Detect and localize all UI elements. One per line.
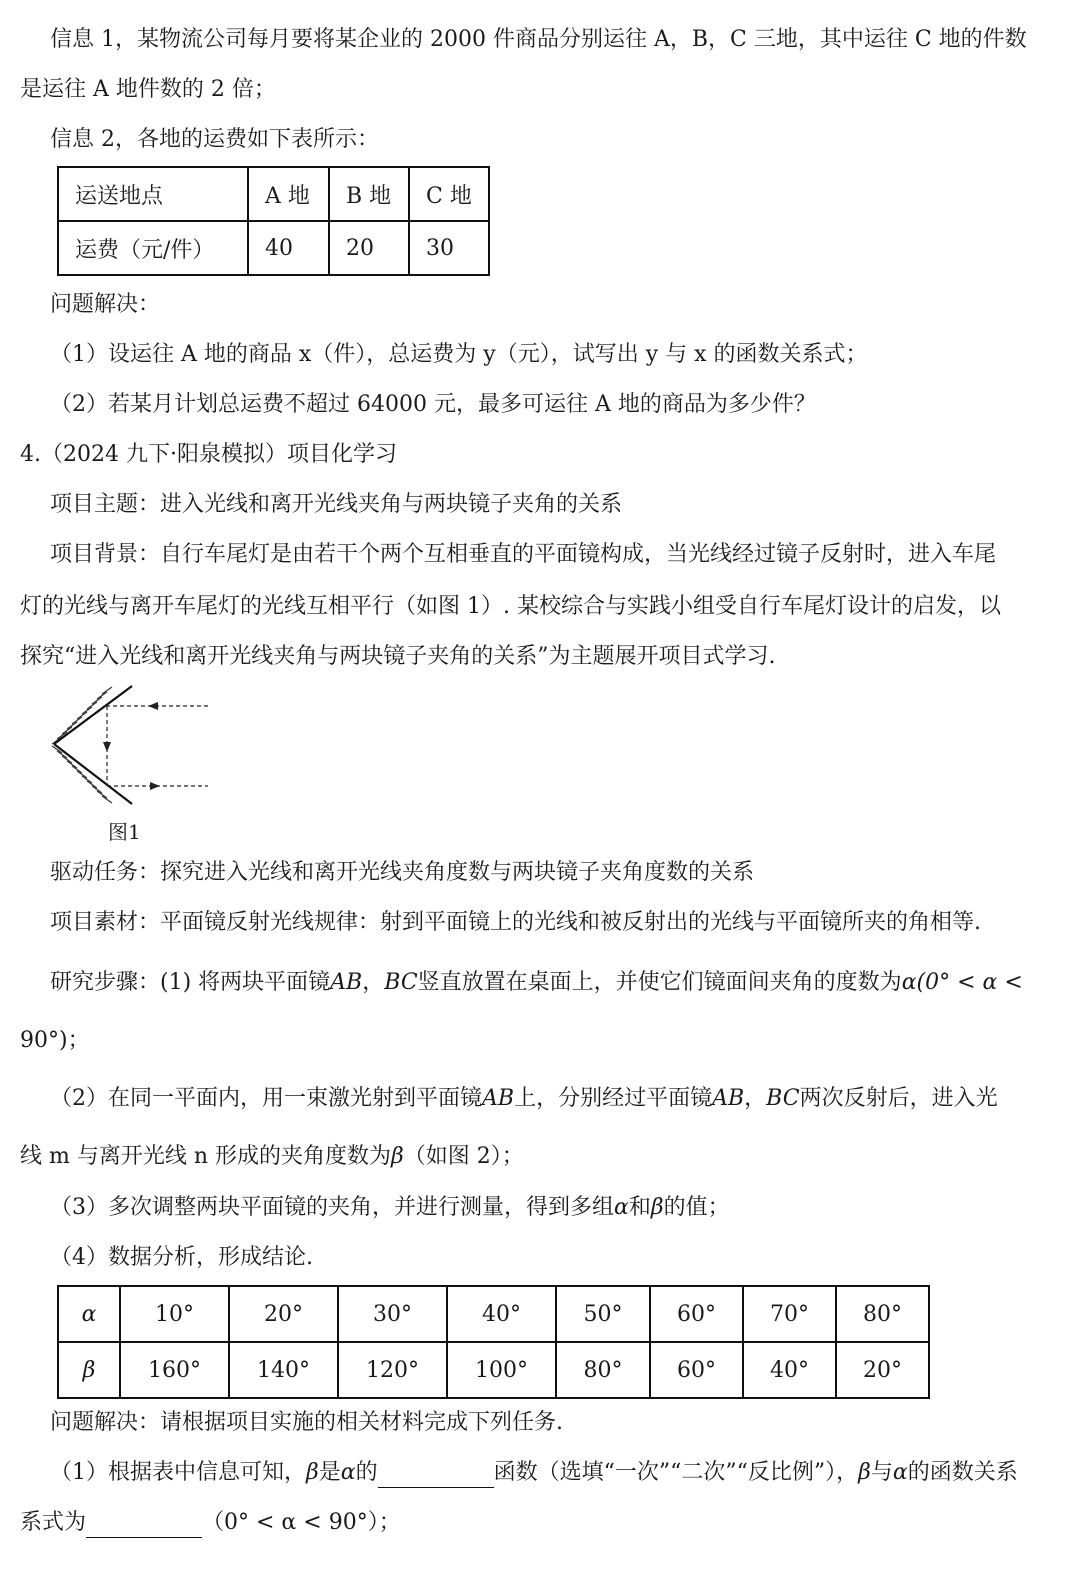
q4-theme: 项目主题：进入光线和离开光线夹角与两块镜子夹角的关系 [50, 492, 623, 517]
q4-step1-cont: 90°)； [20, 1028, 90, 1053]
figure-1-caption: 图1 [108, 820, 141, 844]
table-row [58, 167, 489, 221]
freight-table [57, 166, 490, 276]
table-cell: 运送地点 [58, 167, 248, 221]
table-cell: 40° [743, 1342, 836, 1398]
info1-line2: 是运往 A 地件数的 2 倍； [20, 77, 276, 102]
table-cell: 20° [836, 1342, 929, 1398]
table-row-beta [58, 1342, 929, 1398]
table-cell: 20° [229, 1286, 338, 1342]
table-cell: 60° [650, 1286, 743, 1342]
table-cell: 50° [556, 1286, 650, 1342]
table-cell: A 地 [248, 167, 329, 221]
outgoing-arrow [150, 782, 160, 790]
q3-part2: （2）若某月计划总运费不超过 64000 元，最多可运往 A 地的商品为多少件？ [50, 392, 816, 417]
q4-answer1-cont: 系式为 （0° < α < 90°）； [20, 1508, 401, 1538]
q4-step2-cont: 线 m 与离开光线 n 形成的夹角度数为β（如图 2）； [20, 1144, 524, 1169]
q3-part1: （1）设运往 A 地的商品 x（件），总运费为 y（元），试写出 y 与 x 的函数关系式； [50, 342, 868, 367]
vertical-arrow [103, 742, 111, 752]
q4-background-line2: 灯的光线与离开车尾灯的光线互相平行（如图 1）. 某校综合与实践小组受自行车尾灯设计的启发，以 [20, 594, 1001, 619]
table-cell: α [58, 1286, 120, 1342]
table-row [58, 221, 489, 275]
q4-step2: （2）在同一平面内，用一束激光射到平面镜AB上，分别经过平面镜AB，BC两次反射后，进入光 [50, 1086, 998, 1111]
q4-step1: 研究步骤：(1) 将两块平面镜AB，BC竖直放置在桌面上，并使它们镜面间夹角的度数为α(0° < α < [50, 970, 1023, 995]
table-cell: 30° [338, 1286, 447, 1342]
mirror-hatching [52, 687, 112, 803]
incoming-arrow [148, 702, 158, 710]
info1-line1: 信息 1，某物流公司每月要将某企业的 2000 件商品分别运往 A，B，C 三地，其中运往 C 地的件数 [50, 27, 1027, 52]
table-cell: B 地 [329, 167, 409, 221]
q4-background-line3: 探究“进入光线和离开光线夹角与两块镜子夹角的关系”为主题展开项目式学习. [20, 644, 776, 669]
table-cell: 30 [409, 221, 489, 275]
table-cell: 120° [338, 1342, 447, 1398]
table-cell: 运费（元/件） [58, 221, 248, 275]
table-cell: β [58, 1342, 120, 1398]
q4-background-line1: 项目背景：自行车尾灯是由若干个两个互相垂直的平面镜构成，当光线经过镜子反射时，进入车尾 [50, 542, 997, 567]
table-cell: 40° [447, 1286, 556, 1342]
mirror-lower [54, 744, 132, 804]
table-cell: 40 [248, 221, 329, 275]
q4-step3: （3）多次调整两块平面镜的夹角，并进行测量，得到多组α和β的值； [50, 1195, 730, 1220]
table-cell: 80° [836, 1286, 929, 1342]
q4-task: 驱动任务：探究进入光线和离开光线夹角度数与两块镜子夹角度数的关系 [50, 860, 755, 885]
q4-material: 项目素材：平面镜反射光线规律：射到平面镜上的光线和被反射出的光线与平面镜所夹的角相等. [50, 910, 981, 935]
answer-blank-2[interactable] [86, 1513, 202, 1538]
q4-title: 4.（2024 九下·阳泉模拟）项目化学习 [20, 442, 397, 467]
table-cell: 160° [120, 1342, 229, 1398]
table-cell: 70° [743, 1286, 836, 1342]
answer-blank-1[interactable] [378, 1463, 494, 1488]
table-cell: 140° [229, 1342, 338, 1398]
q4-answer1: （1）根据表中信息可知，β是α的 函数（选填“一次”“二次”“反比例”），β与α的函数关系 [50, 1458, 1018, 1488]
figure-1-mirror-diagram [40, 680, 230, 820]
info2-line: 信息 2，各地的运费如下表所示： [50, 127, 379, 152]
table-cell: 10° [120, 1286, 229, 1342]
table-cell: 80° [556, 1342, 650, 1398]
mirror-upper [54, 686, 132, 744]
q4-step4: （4）数据分析，形成结论. [50, 1245, 313, 1270]
table-cell: 100° [447, 1342, 556, 1398]
table-cell: 60° [650, 1342, 743, 1398]
angle-table [57, 1285, 930, 1399]
table-cell: 20 [329, 221, 409, 275]
q4-solve-heading: 问题解决：请根据项目实施的相关材料完成下列任务. [50, 1410, 563, 1435]
table-row-alpha [58, 1286, 929, 1342]
q3-heading: 问题解决： [50, 292, 161, 317]
table-cell: C 地 [409, 167, 489, 221]
